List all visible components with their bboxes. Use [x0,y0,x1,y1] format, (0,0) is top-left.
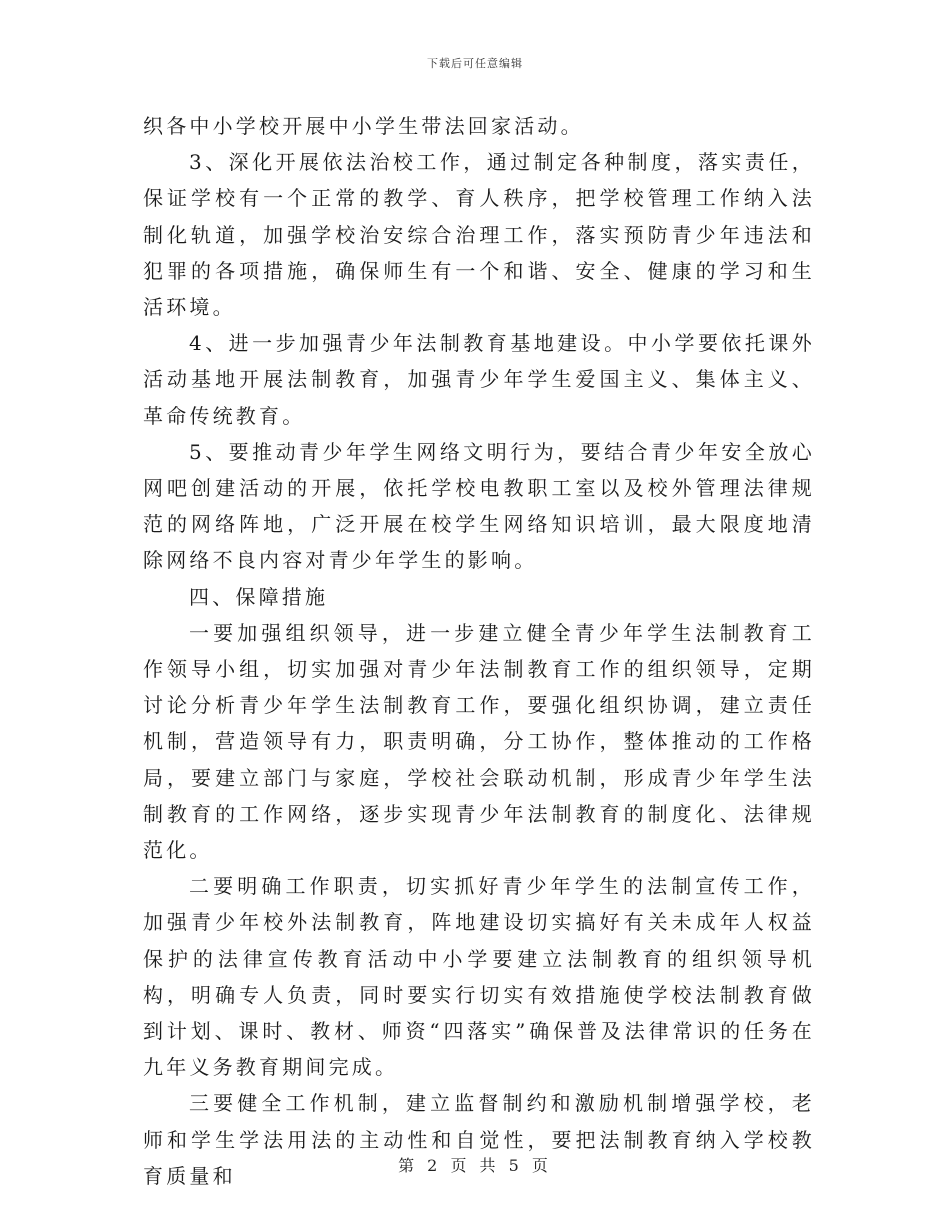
paragraph-measure-2: 二要明确工作职责，切实抓好青少年学生的法制宣传工作，加强青少年校外法制教育，阵地建设切实搞好有关未成年人权益保护的法律宣传教育活动中小学要建立法制教育的组织领导机构，明确专人负责，同时要实行切实有效措施使学校法制教育做到计划、课时、教材、师资“四落实”确保普及法律常识的任务在九年义务教育期间完成。 [143,874,815,1080]
document-body [143,108,815,1194]
paragraph-measure-1: 一要加强组织领导，进一步建立健全青少年学生法制教育工作领导小组，切实加强对青少年法制教育工作的组织领导，定期讨论分析青少年学生法制教育工作，要强化组织协调，建立责任机制，营造领导有力，职责明确，分工协作，整体推动的工作格局，要建立部门与家庭，学校社会联动机制，形成青少年学生法制教育的工作网络，逐步实现青少年法制教育的制度化、法律规范化。 [143,620,815,863]
paragraph-item-4: 4、进一步加强青少年法制教育基地建设。中小学要依托课外活动基地开展法制教育，加强青少年学生爱国主义、集体主义、革命传统教育。 [143,331,815,428]
paragraph-item-3: 3、深化开展依法治校工作，通过制定各种制度，落实责任，保证学校有一个正常的教学、育人秩序，把学校管理工作纳入法制化轨道，加强学校治安综合治理工作，落实预防青少年违法和犯罪的各项措施，确保师生有一个和谐、安全、健康的学习和生活环境。 [143,150,815,320]
page-header: 下载后可任意编辑 [427,57,523,70]
page-number-footer: 第 2 页 共 5 页 [398,1156,552,1175]
section-heading-safeguards: 四、保障措施 [189,584,329,609]
paragraph-item-5: 5、要推动青少年学生网络文明行为，要结合青少年安全放心网吧创建活动的开展，依托学校电教职工室以及校外管理法律规范的网络阵地，广泛开展在校学生网络知识培训，最大限度地清除网络不良内容对青少年学生的影响。 [143,439,815,573]
paragraph-measure-3: 三要健全工作机制，建立监督制约和激励机制增强学校，老师和学生学法用法的主动性和自觉性，要把法制教育纳入学校教育质量和 [143,1091,815,1188]
paragraph-continuation: 织各中小学校开展中小学生带法回家活动。 [143,114,584,138]
